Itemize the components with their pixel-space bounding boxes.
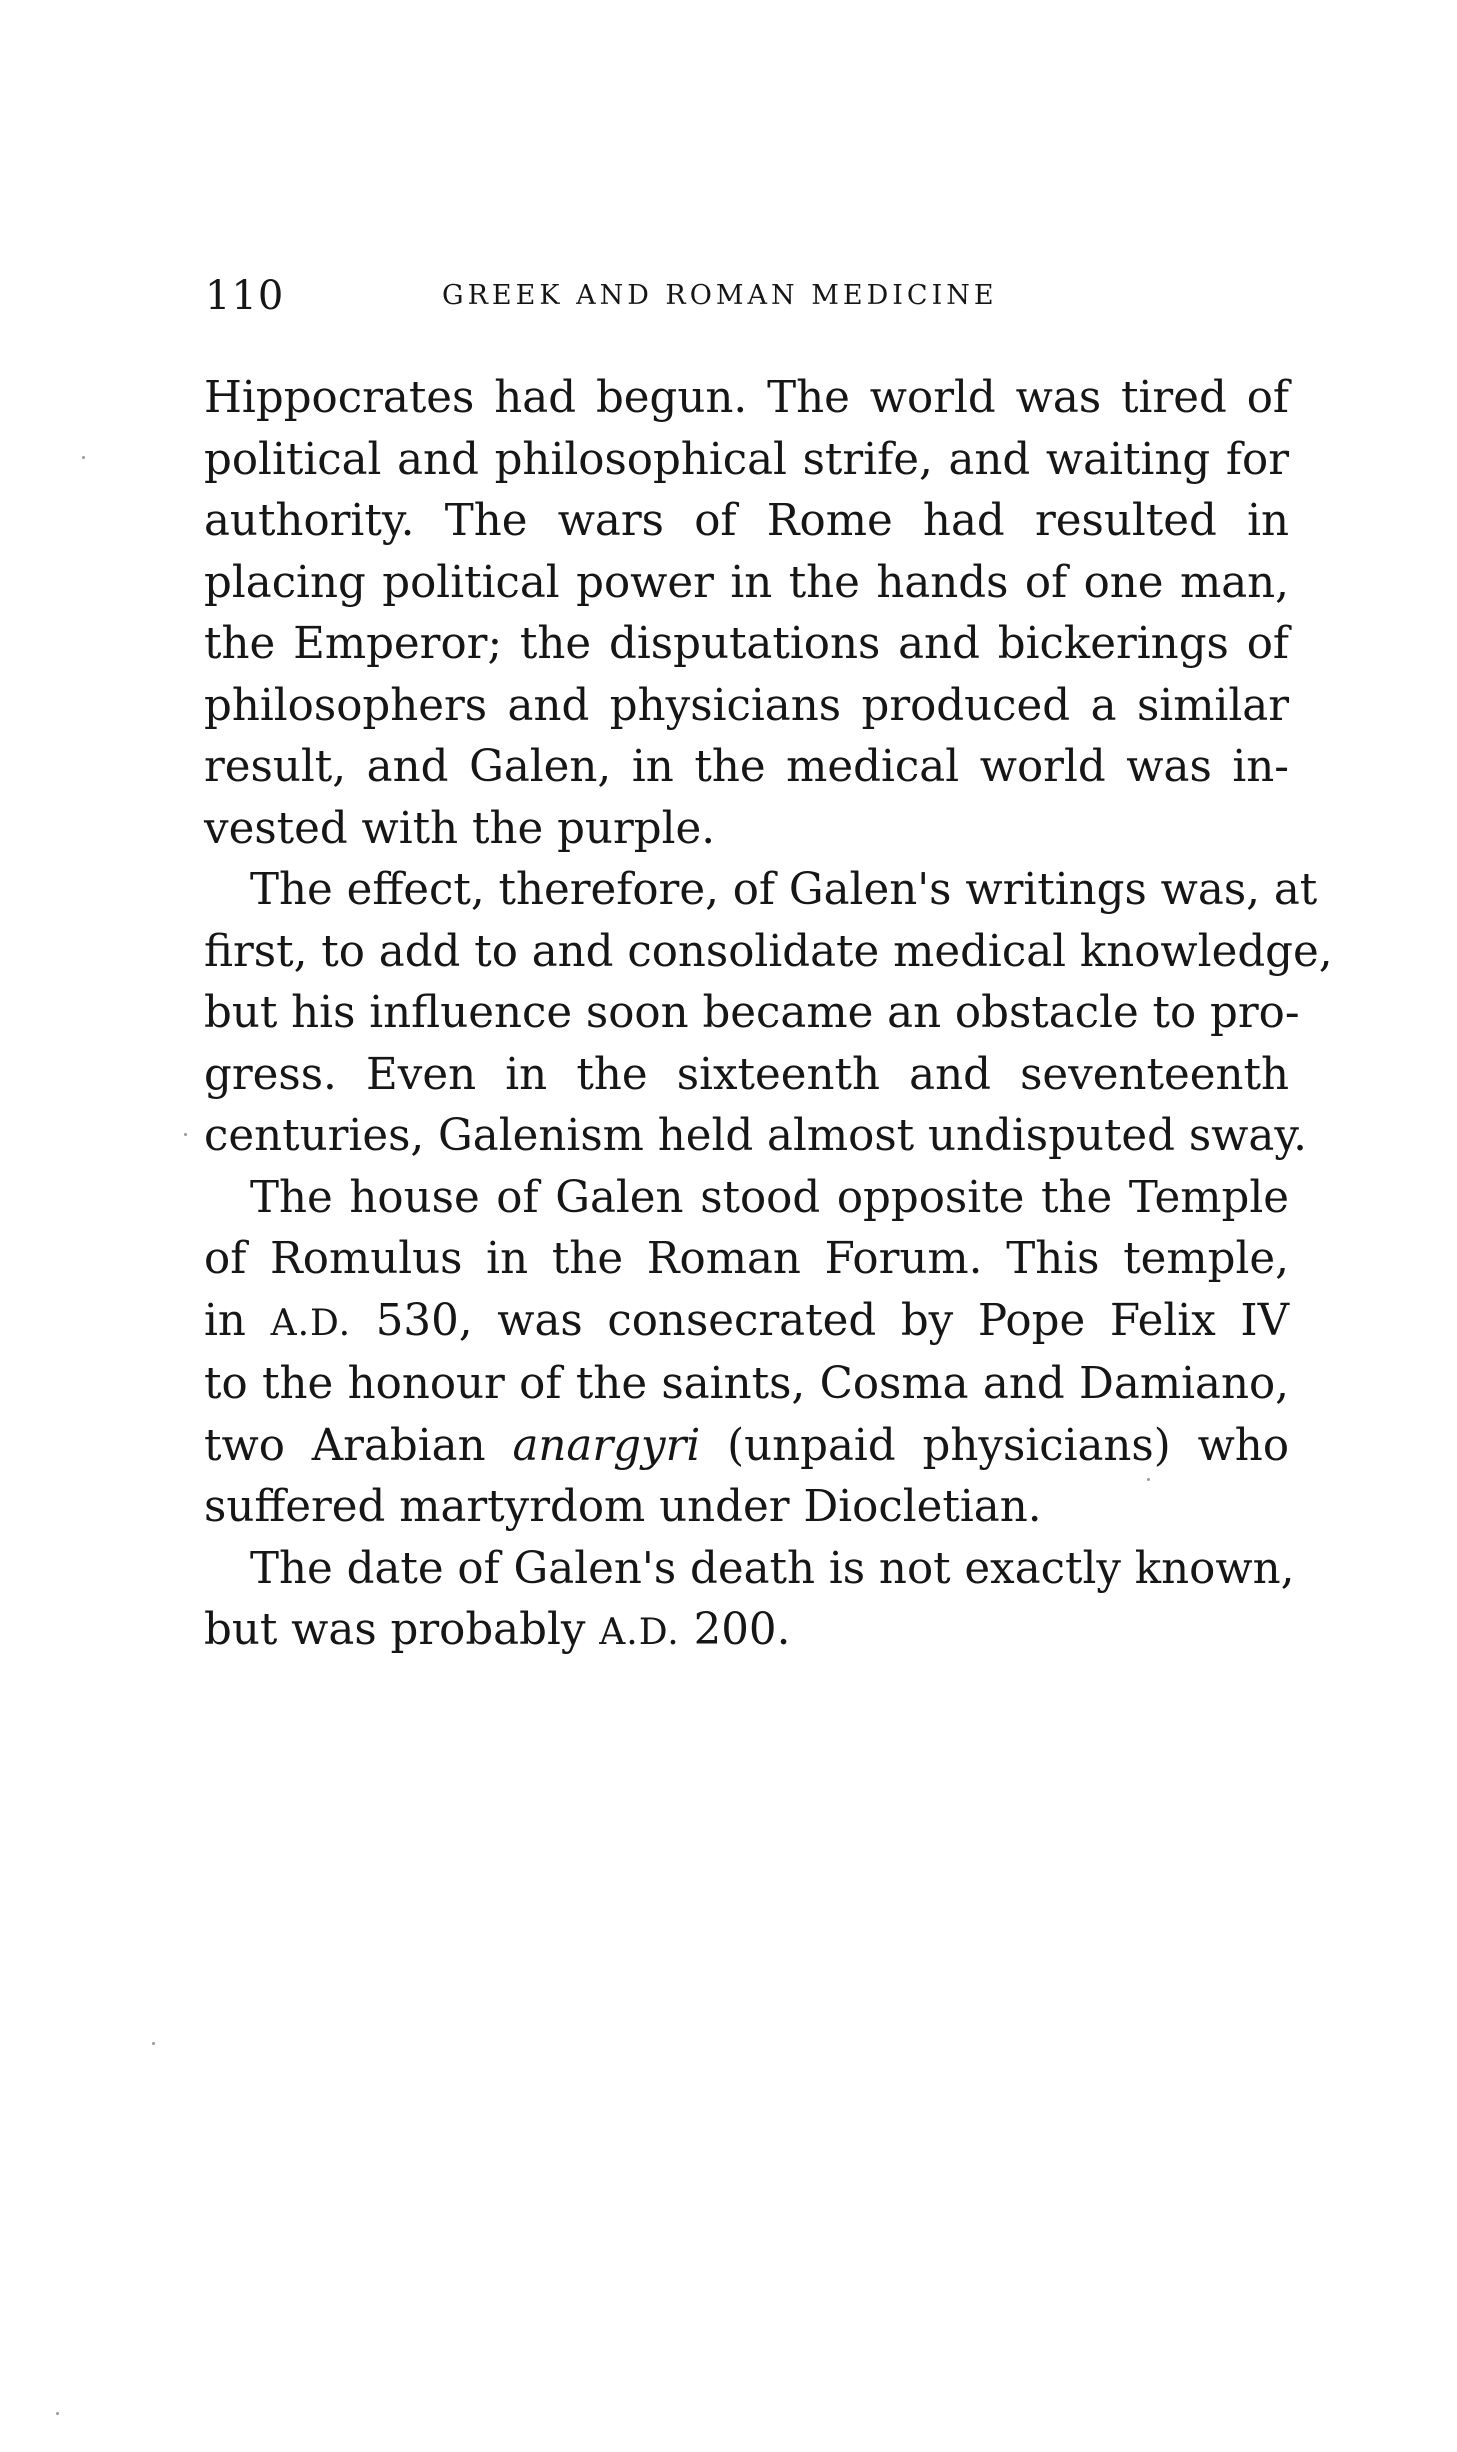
text-line: of Romulus in the Roman Forum. This temple, xyxy=(204,1234,1289,1284)
text-line xyxy=(204,1291,1289,1355)
body-text xyxy=(204,368,1333,1664)
text-line: to the honour of the saints, Cosma and Damiano, xyxy=(204,1359,1289,1409)
text-line: The house of Galen stood opposite the Temple xyxy=(250,1172,1289,1223)
paper-speck xyxy=(56,2412,59,2415)
text-line: The effect, therefore, of Galen's writings was, at xyxy=(250,865,1318,915)
paragraph-4 xyxy=(204,1539,1295,1664)
text-line: political and philosophical strife, and waiting for xyxy=(204,434,1289,485)
text-line: first, to add to and consolidate medical knowledge, xyxy=(204,926,1333,977)
paragraph-1 xyxy=(204,368,1289,860)
text-fragment: 530, was consecrated by Pope Felix IV xyxy=(375,1295,1289,1346)
text-line: centuries, Galenism held almost undisputed sway. xyxy=(204,1111,1307,1161)
text-line: The date of Galen's death is not exactly known, xyxy=(250,1543,1295,1594)
era-abbreviation: A.D. xyxy=(270,1302,352,1344)
page-header xyxy=(205,272,1290,320)
text-line: philosophers and physicians produced a similar xyxy=(204,680,1289,731)
text-line: gress. Even in the sixteenth and seventeenth xyxy=(204,1049,1289,1100)
text-fragment: two Arabian xyxy=(204,1420,486,1471)
text-fragment: but was probably xyxy=(204,1605,586,1655)
text-line: the Emperor; the disputations and bickerings of xyxy=(204,619,1289,669)
text-line: Hippocrates had begun. The world was tired of xyxy=(204,373,1289,423)
paper-speck xyxy=(184,1133,187,1136)
text-line xyxy=(204,1416,1289,1478)
text-fragment: (unpaid physicians) who xyxy=(727,1420,1290,1471)
paragraph-3 xyxy=(204,1168,1289,1539)
text-fragment: 200. xyxy=(693,1605,791,1655)
running-head: GREEK AND ROMAN MEDICINE xyxy=(442,280,998,311)
text-fragment: in xyxy=(204,1295,246,1346)
paper-speck xyxy=(82,456,85,459)
paper-speck xyxy=(1147,1478,1150,1481)
text-line: suffered martyrdom under Diocletian. xyxy=(204,1482,1042,1532)
text-line: result, and Galen, in the medical world was in- xyxy=(204,742,1289,792)
text-line: vested with the purple. xyxy=(204,803,716,854)
paragraph-2 xyxy=(204,860,1333,1168)
era-abbreviation: A.D. xyxy=(599,1612,680,1653)
page-number: 110 xyxy=(205,273,285,319)
text-line: placing political power in the hands of one man, xyxy=(204,557,1289,608)
text-line xyxy=(204,1600,1289,1664)
text-line: authority. The wars of Rome had resulted in xyxy=(204,496,1289,546)
italic-term: anargyri xyxy=(512,1420,701,1471)
paper-speck xyxy=(152,2042,155,2045)
text-line: but his influence soon became an obstacle to pro- xyxy=(204,988,1300,1038)
